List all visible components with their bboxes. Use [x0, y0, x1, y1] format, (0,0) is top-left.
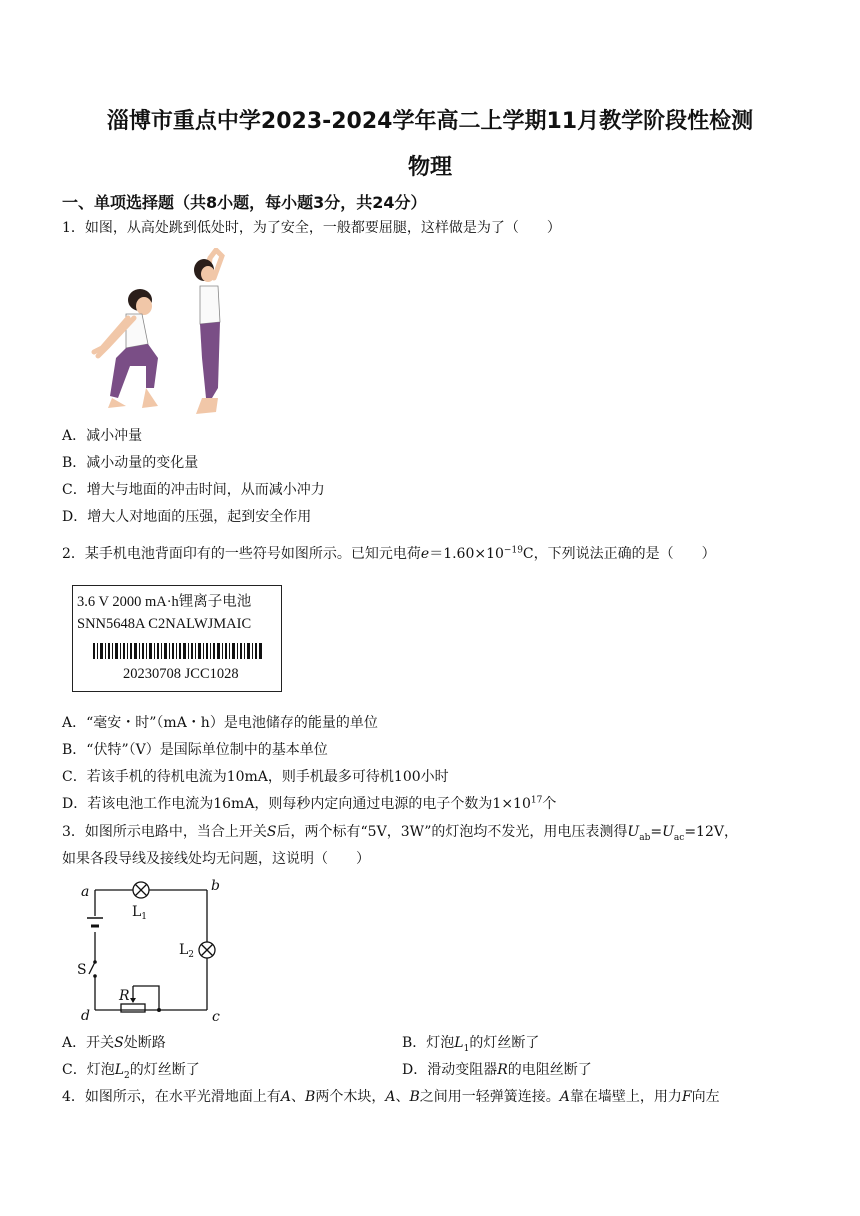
lamp2-label: $L_2$ — [179, 942, 195, 960]
q1-option-d: D．增大人对地面的压强，起到安全作用 — [62, 509, 312, 525]
q3-option-b: B．灯泡$L_1$的灯丝断了 — [402, 1035, 540, 1054]
q1-option-b: B．减小动量的变化量 — [62, 455, 199, 471]
exam-title: 淄博市重点中学2023-2024学年高二上学期11月教学阶段性检测 — [106, 109, 754, 134]
lamp1-label: $L_1$ — [132, 904, 148, 922]
barcode — [93, 643, 263, 659]
jump-figure — [82, 248, 242, 416]
node-d-label: d — [81, 1008, 90, 1024]
crouching-person — [94, 289, 158, 408]
rheostat-label: R — [119, 988, 130, 1004]
q2-option-c: C．若该手机的待机电流为10mA，则手机最多可待机100小时 — [62, 769, 449, 785]
q1-option-c: C．增大与地面的冲击时间，从而减小冲力 — [62, 482, 325, 498]
battery-label-line3: 20230708 JCC1028 — [123, 666, 239, 682]
subject-title: 物理 — [407, 155, 452, 180]
switch-label: S — [77, 962, 87, 978]
node-c-label: c — [212, 1009, 220, 1025]
q3-stem-line1: 3．如图所示电路中，当合上开关S后，两个标有“5V，3W”的灯泡均不发光，用电压表测得$U_{ab}=U_{ac}=12V$， — [62, 824, 738, 843]
q2-option-b: B．“伏特”（V）是国际单位制中的基本单位 — [62, 742, 328, 758]
battery-label — [72, 585, 282, 692]
q3-option-a: A．开关S处断路 — [62, 1035, 166, 1051]
node-b-label: b — [211, 878, 220, 894]
node-a-label: a — [81, 884, 90, 900]
section-heading: 一、单项选择题（共8小题，每小题3分，共24分） — [62, 193, 427, 212]
standing-person — [194, 250, 222, 414]
q2-option-a: A．“毫安・时”（mA・h）是电池储存的能量的单位 — [62, 715, 378, 731]
battery-label-line1: 3.6 V 2000 mA·h锂离子电池 — [77, 594, 252, 610]
circuit-diagram — [75, 876, 235, 1026]
q3-stem-line2: 如果各段导线及接线处均无问题，这说明（ ） — [62, 851, 370, 867]
battery-label-line2: SNN5648A C2NALWJMAIC — [77, 616, 252, 632]
q3-option-c: C．灯泡$L_2$的灯丝断了 — [62, 1062, 200, 1081]
q1-option-a: A．减小冲量 — [62, 428, 143, 444]
q2-stem: 2．某手机电池背面印有的一些符号如图所示。已知元电荷$e=1.60\times 10^{-19}C$，下列说法正确的是（ ） — [62, 545, 716, 562]
q1-stem: 1．如图，从高处跳到低处时，为了安全，一般都要屈腿，这样做是为了（ ） — [62, 220, 561, 236]
q2-option-d: D．若该电池工作电流为16mA，则每秒内定向通过电源的电子个数为$1\times 10^{17}$个 — [62, 795, 557, 812]
q3-option-d: D．滑动变阻器R的电阻丝断了 — [402, 1062, 592, 1078]
q4-stem: 4．如图所示，在水平光滑地面上有A、B两个木块，A、B之间用一轻弹簧连接。A靠在墙壁上，用力F向左 — [62, 1089, 720, 1105]
